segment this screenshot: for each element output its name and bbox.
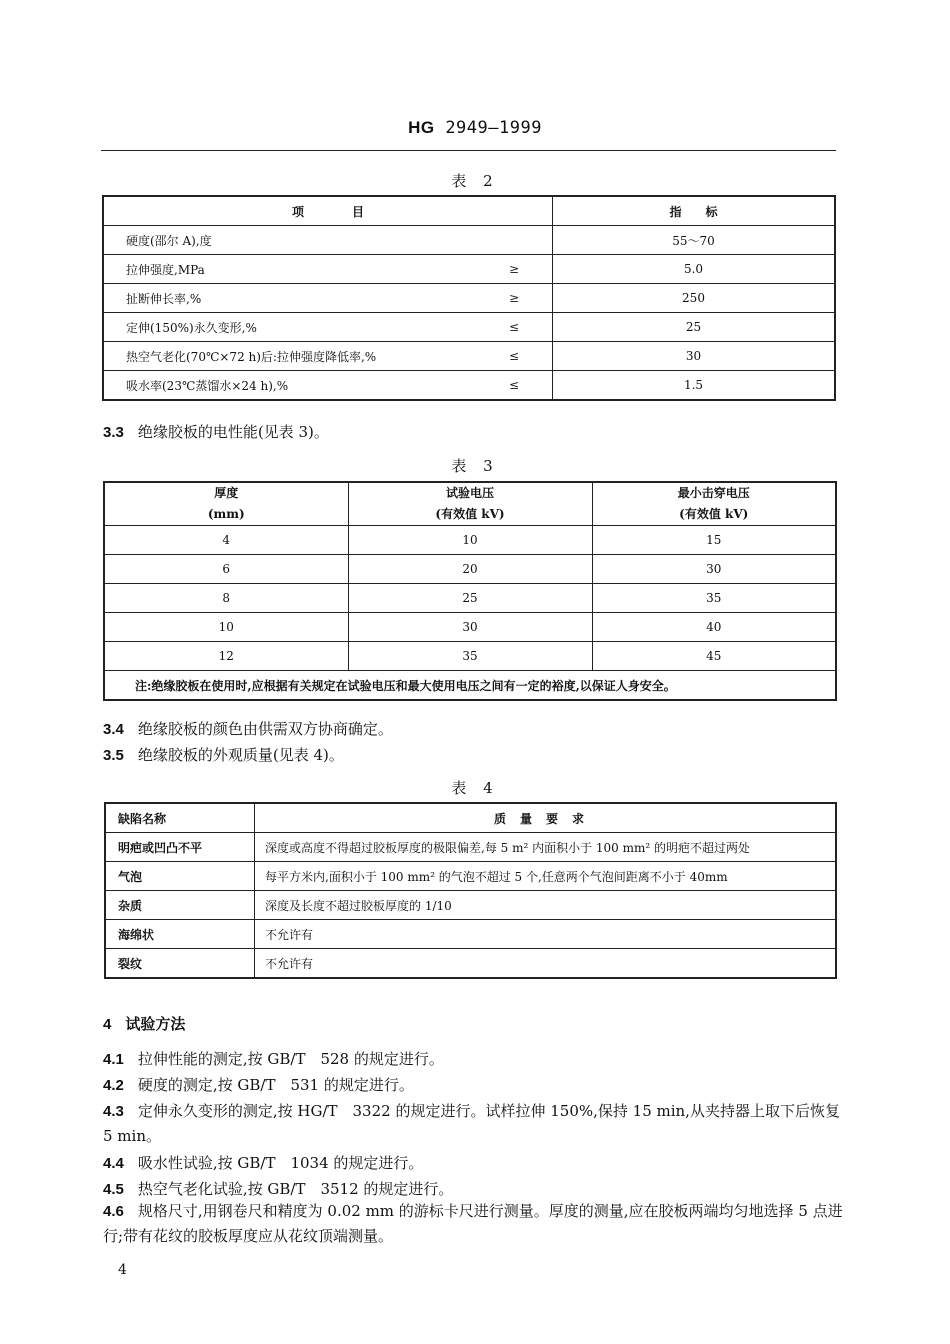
clause-number: 3.4 — [103, 721, 124, 738]
paragraph-3-5 — [103, 743, 843, 768]
cell-value: 30 — [553, 342, 836, 371]
header-line: 厚度 — [214, 486, 239, 500]
cell-thickness: 10 — [104, 613, 348, 642]
table-row — [104, 526, 836, 555]
table-row — [103, 255, 835, 284]
table-row — [103, 313, 835, 342]
clause-text: 拉伸性能的测定,按 GB/T 528 的规定进行。 — [137, 1050, 444, 1068]
header-unit: (有效值 kV) — [679, 507, 749, 521]
standard-prefix: HG — [408, 118, 435, 137]
clause-number: 4.6 — [103, 1203, 124, 1220]
page-header — [0, 118, 950, 138]
cell-item: 定伸(150%)永久变形,% — [103, 313, 476, 342]
header-item: 项 目 — [103, 196, 553, 226]
cell-defect-name: 杂质 — [105, 891, 255, 920]
cell-breakdown-voltage: 30 — [592, 555, 836, 584]
cell-defect-name: 明疤或凹凸不平 — [105, 833, 255, 862]
header-cell — [348, 482, 592, 526]
section-number: 4 — [103, 1016, 112, 1033]
clause-text: 吸水性试验,按 GB/T 1034 的规定进行。 — [137, 1154, 424, 1172]
cell-op: ≤ — [476, 342, 553, 371]
table4 — [104, 802, 837, 979]
table-row — [104, 642, 836, 671]
paragraph-4-3 — [103, 1099, 843, 1148]
cell-value: 25 — [553, 313, 836, 342]
clause-number: 4.1 — [103, 1051, 124, 1068]
section-title: 试验方法 — [125, 1016, 186, 1033]
table-row — [103, 342, 835, 371]
table-row — [105, 891, 836, 920]
cell-op: ≥ — [476, 284, 553, 313]
cell-op: ≤ — [476, 371, 553, 401]
cell-requirement: 不允许有 — [255, 920, 837, 949]
table3-caption: 表 3 — [451, 457, 499, 475]
table-row — [104, 555, 836, 584]
table-row — [105, 862, 836, 891]
clause-number: 4.4 — [103, 1155, 124, 1172]
header-index: 指 标 — [553, 196, 836, 226]
table-header-row — [103, 196, 835, 226]
header-quality-requirement: 质量要求 — [255, 803, 837, 833]
cell-breakdown-voltage: 40 — [592, 613, 836, 642]
paragraph-3-3 — [103, 420, 843, 445]
cell-test-voltage: 35 — [348, 642, 592, 671]
header-defect-name: 缺陷名称 — [105, 803, 255, 833]
cell-breakdown-voltage: 35 — [592, 584, 836, 613]
clause-number: 4.3 — [103, 1103, 124, 1120]
section-4-heading — [103, 1012, 843, 1037]
paragraph-4-2 — [103, 1073, 843, 1098]
table4-caption: 表 4 — [451, 779, 499, 797]
cell-item: 扯断伸长率,% — [103, 284, 476, 313]
cell-requirement: 深度及长度不超过胶板厚度的 1/10 — [255, 891, 837, 920]
header-unit: (有效值 kV) — [435, 507, 505, 521]
cell-test-voltage: 30 — [348, 613, 592, 642]
cell-test-voltage: 25 — [348, 584, 592, 613]
cell-value: 250 — [553, 284, 836, 313]
cell-defect-name: 裂纹 — [105, 949, 255, 979]
table-row — [105, 833, 836, 862]
table-row — [103, 284, 835, 313]
table2-caption: 表 2 — [451, 172, 499, 190]
cell-defect-name: 海绵状 — [105, 920, 255, 949]
clause-number: 4.5 — [103, 1181, 124, 1198]
clause-text: 绝缘胶板的颜色由供需双方协商确定。 — [137, 720, 393, 738]
cell-breakdown-voltage: 45 — [592, 642, 836, 671]
header-cell — [592, 482, 836, 526]
cell-op — [476, 226, 553, 255]
cell-defect-name: 气泡 — [105, 862, 255, 891]
cell-item: 热空气老化(70℃×72 h)后:拉伸强度降低率,% — [103, 342, 476, 371]
cell-item: 吸水率(23℃蒸馏水×24 h),% — [103, 371, 476, 401]
clause-text: 硬度的测定,按 GB/T 531 的规定进行。 — [137, 1076, 414, 1094]
cell-thickness: 4 — [104, 526, 348, 555]
cell-op: ≤ — [476, 313, 553, 342]
table-note: 注:绝缘胶板在使用时,应根据有关规定在试验电压和最大使用电压之间有一定的裕度,以保证人身安全。 — [104, 671, 836, 701]
cell-value: 5.0 — [553, 255, 836, 284]
table-header-row — [104, 482, 836, 526]
cell-test-voltage: 10 — [348, 526, 592, 555]
paragraph-4-6 — [103, 1199, 843, 1248]
clause-text: 定伸永久变形的测定,按 HG/T 3322 的规定进行。试样拉伸 150%,保持 15 min,从夹持器上取下后恢复 5 min。 — [103, 1102, 840, 1145]
table-row — [104, 584, 836, 613]
table-row — [104, 613, 836, 642]
table-header-row — [105, 803, 836, 833]
clause-text: 绝缘胶板的外观质量(见表 4)。 — [137, 746, 344, 764]
paragraph-3-4 — [103, 717, 843, 742]
table-row — [103, 226, 835, 255]
table-note-row — [104, 671, 836, 701]
clause-number: 3.3 — [103, 424, 124, 441]
table-row — [103, 371, 835, 401]
cell-op: ≥ — [476, 255, 553, 284]
page-number: 4 — [118, 1262, 127, 1278]
cell-requirement: 每平方米内,面积小于 100 mm² 的气泡不超过 5 个,任意两个气泡间距离不小于 40mm — [255, 862, 837, 891]
clause-number: 4.2 — [103, 1077, 124, 1094]
cell-value: 1.5 — [553, 371, 836, 401]
header-line: 最小击穿电压 — [677, 486, 750, 500]
cell-requirement: 不允许有 — [255, 949, 837, 979]
clause-text: 热空气老化试验,按 GB/T 3512 的规定进行。 — [137, 1180, 454, 1198]
cell-thickness: 12 — [104, 642, 348, 671]
header-cell — [104, 482, 348, 526]
cell-item: 硬度(邵尔 A),度 — [103, 226, 476, 255]
table3 — [103, 481, 837, 701]
paragraph-4-1 — [103, 1047, 843, 1072]
cell-thickness: 8 — [104, 584, 348, 613]
standard-number: 2949—1999 — [445, 118, 542, 138]
table2 — [102, 195, 836, 401]
table-row — [105, 920, 836, 949]
table-row — [105, 949, 836, 979]
clause-text: 规格尺寸,用钢卷尺和精度为 0.02 mm 的游标卡尺进行测量。厚度的测量,应在胶板两端均匀地选择 5 点进行;带有花纹的胶板厚度应从花纹顶端测量。 — [103, 1202, 843, 1245]
cell-value: 55～70 — [553, 226, 836, 255]
clause-number: 3.5 — [103, 747, 124, 764]
paragraph-4-4 — [103, 1151, 843, 1176]
cell-item: 拉伸强度,MPa — [103, 255, 476, 284]
cell-test-voltage: 20 — [348, 555, 592, 584]
header-line: 试验电压 — [445, 486, 494, 500]
header-unit: (mm) — [207, 507, 245, 521]
clause-text: 绝缘胶板的电性能(见表 3)。 — [137, 423, 329, 441]
cell-requirement: 深度或高度不得超过胶板厚度的极限偏差,每 5 m² 内面积小于 100 mm² 的明疤不超过两处 — [255, 833, 837, 862]
cell-thickness: 6 — [104, 555, 348, 584]
header-rule — [101, 150, 836, 151]
cell-breakdown-voltage: 15 — [592, 526, 836, 555]
